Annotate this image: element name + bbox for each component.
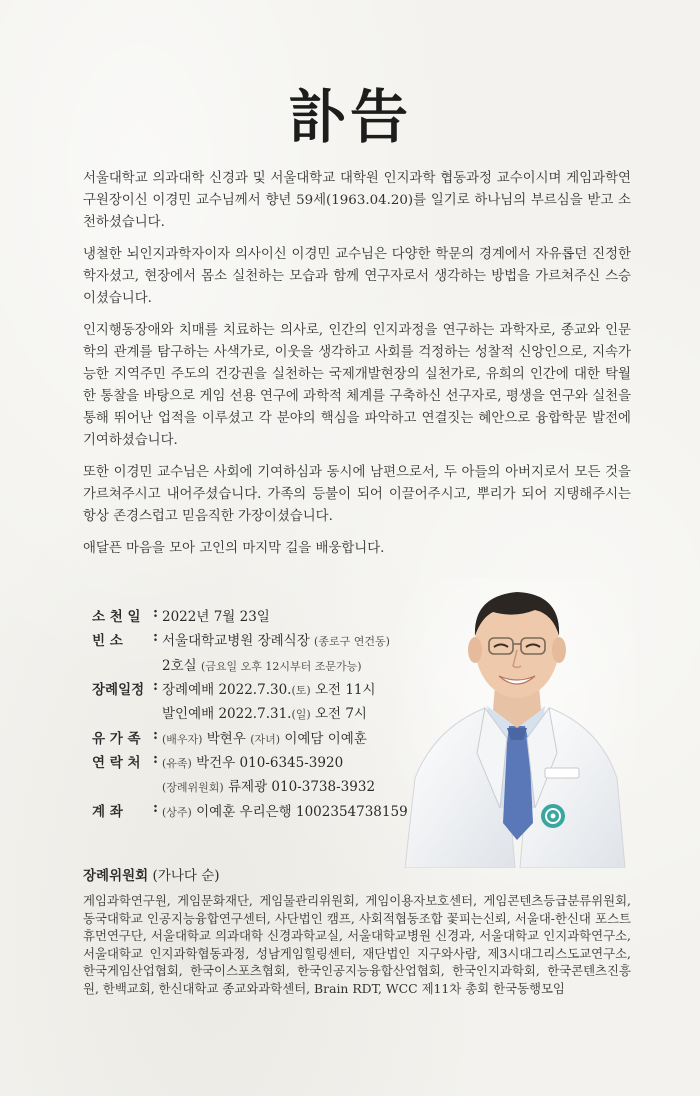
contact-label: 연 락 처 : (92, 750, 158, 771)
venue-value: 서울대학교병원 장례식장 (162, 633, 310, 650)
funeral-info (92, 603, 408, 822)
room-value: 2호실 (162, 657, 197, 674)
account-row: 계 좌 : (상주) 이예훈 우리은행 1002354738159 (92, 799, 408, 820)
portrait-photo (395, 578, 635, 868)
schedule-row: 장례일정 : 장례예배 2022.7.30.(토) 오전 11시 (92, 678, 376, 699)
venue-row (92, 627, 408, 651)
venue-note: (종로구 연건동) (314, 635, 390, 649)
account-label: 계 좌 : (92, 799, 158, 820)
committee-heading: 장례위원회 (가나다 순) (83, 868, 220, 884)
university-emblem-icon (541, 804, 565, 828)
obituary-body (83, 168, 631, 570)
paragraph: 서울대학교 의과대학 신경과 및 서울대학교 대학원 인지과학 협동과정 교수이시며 게임과학연구원장이신 이경민 교수님께서 향년 59세(1963.04.20)를 일기로 하나님의 부르심을 받고 소천하셨습니다. (83, 171, 631, 230)
paragraph: 또한 이경민 교수님은 사회에 기여하심과 동시에 남편으로서, 두 아들의 아버지로서 모든 것을 가르쳐주시고 내어주셨습니다. 가족의 등불이 되어 이끌어주시고, 뿌리가 되어 지탱해주시는 항상 존경스럽고 믿음직한 가장이셨습니다. (83, 465, 631, 524)
venue-label: 빈 소 : (92, 629, 158, 650)
schedule-row-2: 발인예배 2022.7.31.(일) 오전 7시 (162, 706, 367, 723)
committee-list: 게임과학연구원, 게임문화재단, 게임물관리위원회, 게임이용자보호센터, 게임콘텐츠등급분류위원회, 동국대학교 인공지능융합연구센터, 사단법인 캠프, 사회적협동조합 꽃피는신뢰, 서울대-한신대 포스트휴먼연구단, 서울대학교 의과대학 신경과학교실, 서울대학교병원 신경과, 서울대학교 인지과학연구소, 서울대학교 인지과학협동과정, 성남게임힐링센터, 재단법인 지구와사람, 제3시대그리스도교연구소, 한국게임산업협회, 한국이스포츠협회, 한국인공지능융합산업협회, 한국인지과학회, 한국콘텐츠진흥원, 한백교회, 한신대학교 종교와과학센터, Brain RDT, WCC 제11차 총회 한국동행모임 (83, 893, 631, 996)
death-date-row (92, 603, 408, 627)
page-title: 訃告 (287, 83, 412, 151)
schedule-label: 장례일정 : (92, 678, 158, 699)
family-label: 유 가 족 : (92, 726, 158, 747)
death-date-value: 2022년 7월 23일 (162, 609, 270, 626)
family-row: 유 가 족 : (배우자) 박현우 (자녀) 이예담 이예훈 (92, 726, 367, 747)
paragraph: 냉철한 뇌인지과학자이자 의사이신 이경민 교수님은 다양한 학문의 경계에서 자유롭던 진정한 학자셨고, 현장에서 몸소 실천하는 모습과 함께 연구자로서 생각하는 방법을 가르쳐주신 스승이셨습니다. (83, 247, 631, 306)
death-date-label: 소 천 일 : (92, 605, 158, 626)
paragraph: 애달픈 마음을 모아 고인의 마지막 길을 배웅합니다. (83, 541, 385, 556)
portrait-illustration (395, 578, 635, 868)
contact-row-2: (장례위원회) 류제광 010-3738-3932 (162, 779, 376, 796)
room-row (92, 652, 408, 676)
paragraph: 인지행동장애와 치매를 치료하는 의사로, 인간의 인지과정을 연구하는 과학자로, 종교와 인문학의 관계를 탐구하는 사색가로, 이웃을 생각하고 사회를 걱정하는 성찰적 신앙인으로, 지속가능한 지역주민 주도의 건강권을 실천하는 국제개발현장의 실천가로, 유희의 인간에 대한 탁월한 통찰을 바탕으로 게임 선용 연구에 과학적 체계를 구축하신 선구자로, 평생을 연구와 실천을 통해 뛰어난 업적을 이루셨고 각 분야의 핵심을 파악하고 연결짓는 혜안으로 융합학문 발전에 기여하셨습니다. (83, 323, 631, 448)
room-note: (금요일 오후 12시부터 조문가능) (200, 659, 362, 673)
contact-row: 연 락 처 : (유족) 박건우 010-6345-3920 (92, 750, 344, 771)
